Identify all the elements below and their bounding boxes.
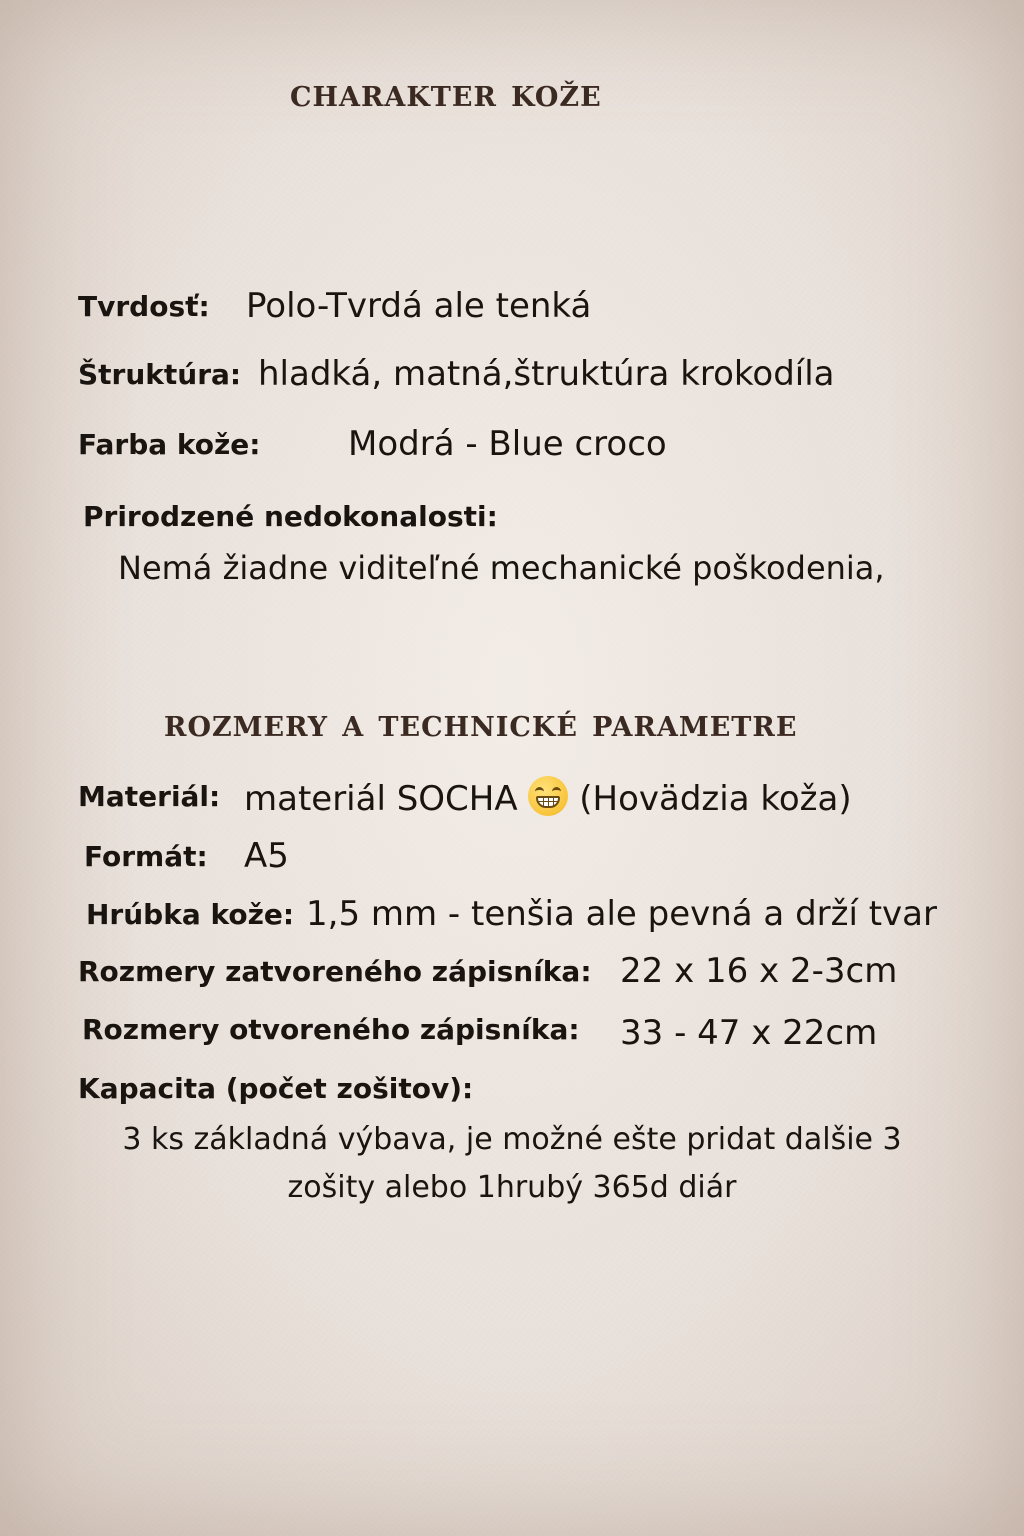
hardness-value: Polo-Tvrdá ale tenká	[246, 286, 592, 326]
thickness-value: 1,5 mm - tenšia ale pevná a drží tvar	[306, 894, 937, 934]
structure-value: hladká, matná,štruktúra krokodíla	[258, 354, 835, 394]
closed-size-label: Rozmery zatvoreného zápisníka:	[78, 955, 592, 988]
hardness-label: Tvrdosť:	[78, 290, 210, 323]
structure-label: Štruktúra:	[78, 358, 242, 391]
closed-size-value: 22 x 16 x 2-3cm	[620, 951, 898, 991]
format-label: Formát:	[84, 840, 208, 873]
material-name: materiál SOCHA	[244, 779, 518, 819]
material-label: Materiál:	[78, 780, 221, 813]
material-value	[244, 776, 852, 819]
format-value: A5	[244, 836, 289, 876]
capacity-value-line2: zošity alebo 1hrubý 365d diár	[287, 1170, 737, 1205]
thickness-label: Hrúbka kože:	[86, 898, 295, 931]
leather-color-value: Modrá - Blue croco	[348, 424, 667, 464]
open-size-label: Rozmery otvoreného zápisníka:	[82, 1013, 580, 1046]
imperfections-label: Prirodzené nedokonalosti:	[83, 500, 498, 533]
imperfections-value: Nemá žiadne viditeľné mechanické poškodenia,	[118, 549, 885, 587]
material-type: (Hovädzia koža)	[579, 779, 852, 819]
open-size-value: 33 - 47 x 22cm	[620, 1013, 878, 1053]
grinning-face-icon	[528, 776, 568, 816]
capacity-label: Kapacita (počet zošitov):	[78, 1072, 474, 1105]
capacity-value-line1: 3 ks základná výbava, je možné ešte pridat dalšie 3	[122, 1122, 902, 1157]
section-title-leather-character: charakter kože	[290, 70, 602, 115]
leather-color-label: Farba kože:	[78, 428, 261, 461]
section-title-dimensions: rozmery a technické parametre	[164, 700, 798, 745]
